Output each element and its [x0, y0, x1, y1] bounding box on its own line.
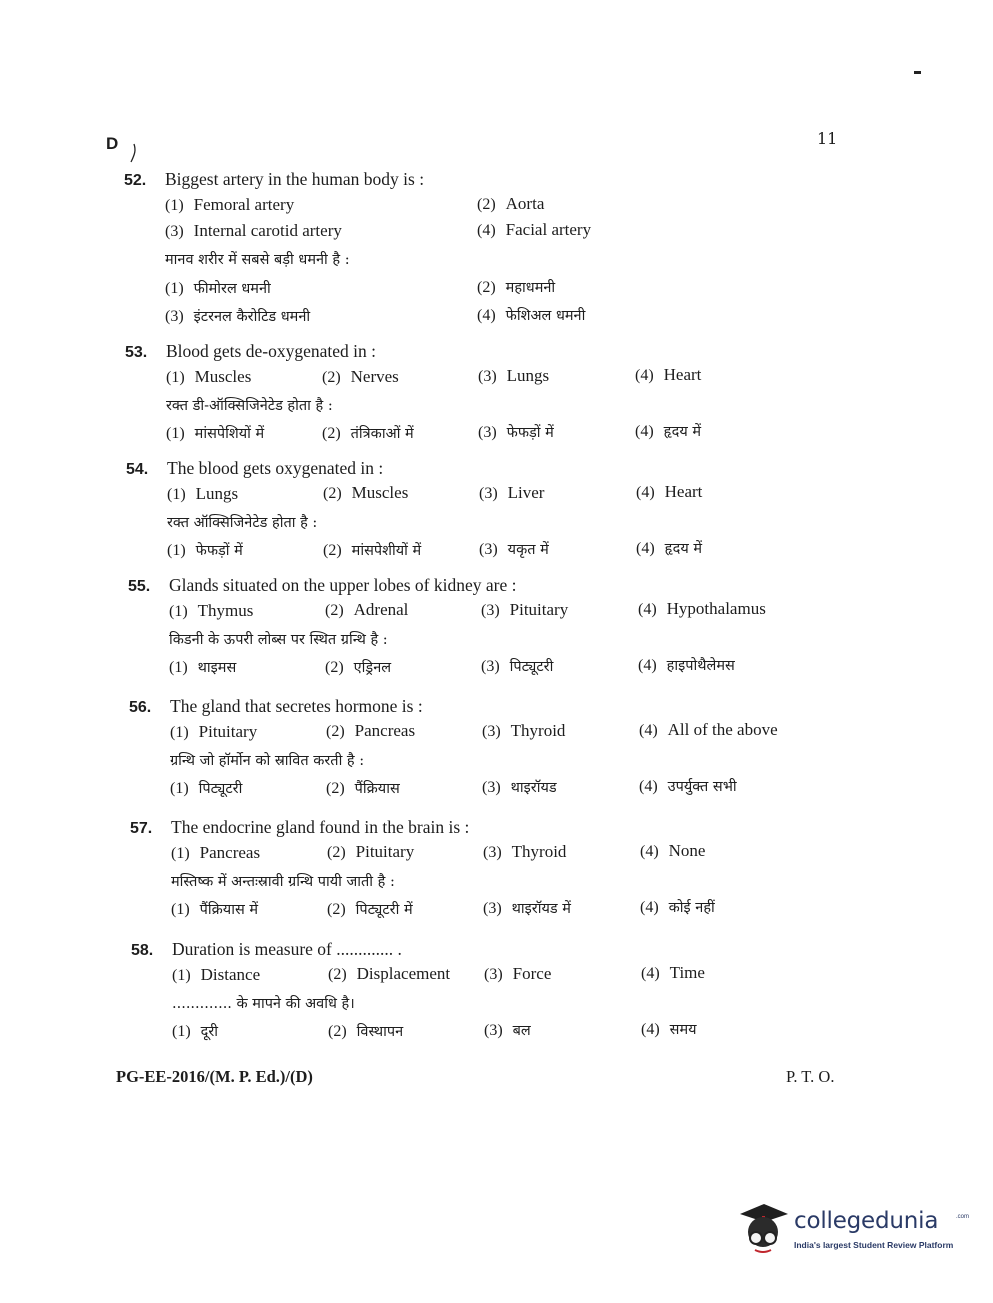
option-hi-1: (1) फीमोरल धमनी	[165, 280, 271, 297]
option-en-2: (2) Displacement	[328, 964, 451, 983]
pen-tick-mark	[128, 142, 138, 164]
question-text-hi: ग्रन्थि जो हॉर्मोन को स्रावित करती है :	[170, 753, 365, 769]
option-hi-3: (3) इंटरनल कैरोटिड धमनी	[165, 308, 311, 325]
option-hi-2: (2) एड्रिनल	[325, 659, 392, 676]
collegedunia-watermark	[734, 1196, 970, 1262]
option-en-4: (4) Time	[641, 963, 705, 982]
option-hi-4: (4) हृदय में	[635, 423, 702, 440]
option-hi-1: (1) पैंक्रियास में	[171, 901, 259, 918]
pto-label: P. T. O.	[786, 1067, 835, 1086]
option-en-2: (2) Muscles	[323, 483, 409, 502]
question-number: 52.	[124, 172, 147, 189]
option-en-1: (1) Pancreas	[171, 843, 261, 862]
question-number: 54.	[126, 461, 149, 478]
option-hi-1: (1) फेफड़ों में	[167, 542, 243, 559]
brand-tagline: India's largest Student Review Platform	[794, 1240, 954, 1250]
question-number: 57.	[130, 820, 153, 837]
option-en-1: (1) Thymus	[169, 601, 254, 620]
option-en-1: (1) Lungs	[167, 484, 239, 503]
series-letter: D	[106, 134, 119, 153]
question-55	[0, 574, 993, 684]
option-en-2: (2) Pituitary	[327, 842, 415, 861]
option-hi-1: (1) पिट्यूटरी	[170, 780, 243, 797]
option-hi-2: (2) महाधमनी	[477, 279, 556, 296]
question-text-hi: किडनी के ऊपरी लोब्स पर स्थित ग्रन्थि है :	[169, 632, 388, 648]
option-hi-4: (4) समय	[641, 1021, 697, 1038]
question-text-hi: मानव शरीर में सबसे बड़ी धमनी है :	[165, 252, 350, 268]
option-hi-4: (4) उपर्युक्त सभी	[639, 778, 737, 795]
option-hi-1: (1) मांसपेशियों में	[166, 425, 265, 442]
question-text-en: The blood gets oxygenated in :	[167, 458, 384, 478]
option-hi-2: (2) पिट्यूटरी में	[327, 901, 413, 918]
mascot-icon	[734, 1196, 792, 1258]
option-en-1: (1) Pituitary	[170, 722, 258, 741]
option-en-3: (3) Thyroid	[483, 842, 567, 861]
option-en-4: (4) Facial artery	[477, 220, 592, 239]
option-en-3: (3) Lungs	[478, 366, 550, 385]
option-en-3: (3) Liver	[479, 483, 545, 502]
corner-mark	[914, 71, 921, 74]
option-hi-3: (3) पिट्यूटरी	[481, 658, 554, 675]
option-hi-4: (4) फेशिअल धमनी	[477, 307, 586, 324]
option-hi-1: (1) थाइमस	[169, 659, 237, 676]
option-en-3: (3) Internal carotid artery	[165, 221, 342, 240]
question-text-en: The gland that secretes hormone is :	[170, 696, 423, 716]
option-hi-4: (4) हृदय में	[636, 540, 703, 557]
option-hi-4: (4) कोई नहीं	[640, 899, 715, 916]
option-en-2: (2) Adrenal	[325, 600, 409, 619]
option-hi-3: (3) थाइरॉयड	[482, 779, 557, 796]
question-text-en: Biggest artery in the human body is :	[165, 169, 425, 189]
option-en-1: (1) Muscles	[166, 367, 252, 386]
question-56	[0, 695, 993, 805]
question-54	[0, 457, 993, 567]
option-en-1: (1) Distance	[172, 965, 261, 984]
option-hi-2: (2) पैंक्रियास	[326, 780, 400, 797]
option-hi-2: (2) तंत्रिकाओं में	[322, 425, 414, 442]
question-57	[0, 816, 993, 926]
option-hi-3: (3) यकृत में	[479, 541, 549, 558]
option-en-4: (4) Hypothalamus	[638, 599, 766, 618]
brand-name: collegedunia	[794, 1208, 939, 1234]
question-58	[0, 938, 993, 1048]
option-hi-3: (3) थाइरॉयड में	[483, 900, 571, 917]
question-text-en: The endocrine gland found in the brain is :	[171, 817, 470, 837]
option-hi-4: (4) हाइपोथैलेमस	[638, 657, 735, 674]
option-hi-2: (2) मांसपेशीयों में	[323, 542, 422, 559]
question-text-en: Duration is measure of ............. .	[172, 939, 402, 959]
question-text-hi: ............. के मापने की अवधि है।	[172, 996, 355, 1012]
question-53	[0, 340, 993, 450]
option-hi-3: (3) फेफड़ों में	[478, 424, 554, 441]
option-hi-2: (2) विस्थापन	[328, 1023, 404, 1040]
question-52	[0, 168, 993, 278]
brand-suffix: .com	[956, 1214, 970, 1220]
paper-code: PG-EE-2016/(M. P. Ed.)/(D)	[116, 1067, 313, 1086]
option-en-3: (3) Pituitary	[481, 600, 569, 619]
option-en-3: (3) Thyroid	[482, 721, 566, 740]
option-en-2: (2) Pancreas	[326, 721, 416, 740]
question-text-en: Blood gets de-oxygenated in :	[166, 341, 376, 361]
page-number: 11	[817, 129, 838, 148]
option-hi-3: (3) बल	[484, 1022, 531, 1039]
question-text-hi: रक्त डी-ऑक्सिजिनेटेड होता है :	[166, 398, 333, 414]
option-en-1: (1) Femoral artery	[165, 195, 295, 214]
question-number: 58.	[131, 942, 154, 959]
option-en-4: (4) None	[640, 841, 706, 860]
question-number: 53.	[125, 344, 148, 361]
option-en-2: (2) Aorta	[477, 194, 545, 213]
option-en-2: (2) Nerves	[322, 367, 399, 386]
option-en-4: (4) All of the above	[639, 720, 778, 739]
option-en-3: (3) Force	[484, 964, 552, 983]
question-number: 56.	[129, 699, 152, 716]
question-text-hi: रक्त ऑक्सिजिनेटेड होता है :	[167, 515, 318, 531]
question-number: 55.	[128, 578, 151, 595]
option-en-4: (4) Heart	[636, 482, 703, 501]
question-text-hi: मस्तिष्क में अन्तःस्रावी ग्रन्थि पायी जाती है :	[171, 874, 395, 890]
option-hi-1: (1) दूरी	[172, 1023, 219, 1040]
question-text-en: Glands situated on the upper lobes of kidney are :	[169, 575, 517, 595]
option-en-4: (4) Heart	[635, 365, 702, 384]
